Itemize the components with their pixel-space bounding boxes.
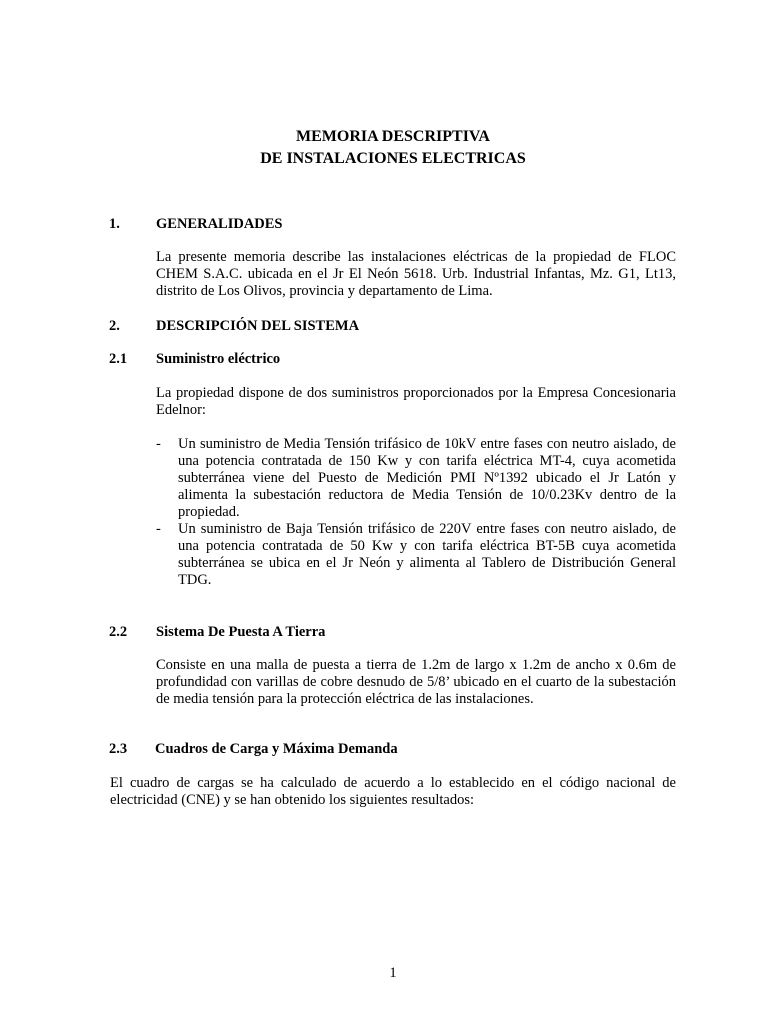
section-number: 2. (109, 318, 120, 334)
list-item-text: Un suministro de Baja Tensión trifásico de 220V entre fases con neutro aislado, de una potencia contratada de 50 Kw y con tarifa eléctrica BT-5B cuya acometida subterránea se ubica en el Jr Neón y alimenta al Tablero de Distribución General TDG. (178, 521, 676, 588)
title-line-1: MEMORIA DESCRIPTIVA (296, 128, 490, 145)
section-number: 2.3 (109, 741, 128, 757)
title-line-2: DE INSTALACIONES ELECTRICAS (260, 150, 526, 167)
section-1-paragraph: La presente memoria describe las instalaciones eléctricas de la propiedad de FLOC CHEM S.A.C. ubicada en el Jr El Neón 5618. Urb. Industrial Infantas, Mz. G1, Lt13, distrito de Los Olivos, provincia y departamento de Lima. (156, 249, 676, 299)
section-title: Sistema De Puesta A Tierra (156, 624, 326, 640)
list-item-text: Un suministro de Media Tensión trifásico de 10kV entre fases con neutro aislado, de una potencia contratada de 150 Kw y con tarifa eléctrica MT-4, cuya acometida subterránea viene del Puesto de Medición PMI Nº1392 ubicado el Jr Latón y alimenta la subestación reductora de Media Tensión de 10/0.23Kv dentro de la propiedad. (178, 436, 676, 520)
bullet-marker: - (156, 436, 161, 452)
section-number: 2.2 (109, 624, 128, 640)
section-number: 2.1 (109, 351, 128, 367)
section-2-1-paragraph: La propiedad dispone de dos suministros proporcionados por la Empresa Concesionaria Edelnor: (156, 385, 676, 418)
section-title: GENERALIDADES (156, 216, 283, 232)
section-2-2-paragraph: Consiste en una malla de puesta a tierra de 1.2m de largo x 1.2m de ancho x 0.6m de profundidad con varillas de cobre desnudo de 5/8’ ubicado en el cuarto de la subestación de media tensión para la protección eléctrica de las instalaciones. (156, 657, 676, 707)
bullet-marker: - (156, 521, 161, 537)
section-number: 1. (109, 216, 120, 232)
page-number: 1 (389, 965, 397, 981)
section-2-3-paragraph: El cuadro de cargas se ha calculado de acuerdo a lo establecido en el código nacional de electricidad (CNE) y se han obtenido los siguientes resultados: (110, 775, 676, 808)
section-title: DESCRIPCIÓN DEL SISTEMA (156, 318, 360, 334)
document-title (0, 126, 768, 170)
section-title: Suministro eléctrico (156, 351, 281, 367)
section-title: Cuadros de Carga y Máxima Demanda (155, 741, 398, 757)
